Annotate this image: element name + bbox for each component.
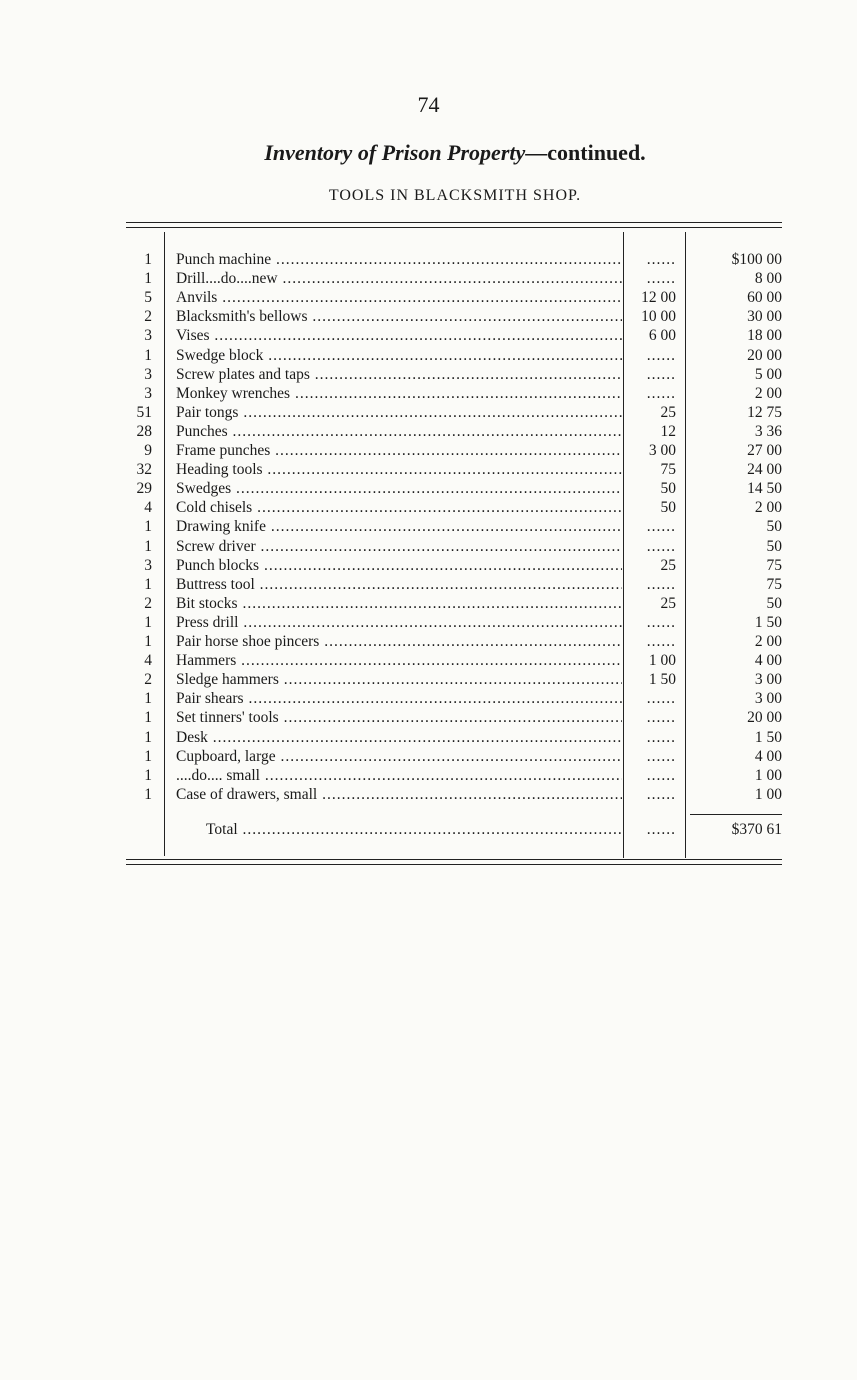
row-quantity: 9 [144, 442, 152, 459]
row-value: 4 00 [754, 652, 782, 670]
row-item: Blacksmith's bellows ..... [176, 307, 622, 326]
row-item: Bit stocks ..... [176, 594, 622, 613]
row-quantity: 29 [136, 480, 152, 498]
row-quantity: 1 [144, 613, 152, 631]
row-unit-price [624, 785, 676, 804]
row-quantity: 1 [144, 270, 152, 288]
row-unit-price: 1 50 [648, 671, 676, 689]
row-value: 12 75 [747, 403, 782, 421]
row-unit-price: 75 [660, 461, 676, 479]
row-value: 3 00 [754, 690, 782, 708]
row-value: 1 50 [754, 728, 782, 746]
row-unit-price: 12 00 [641, 289, 676, 307]
row-quantity: 1 [144, 518, 152, 536]
table-row [126, 346, 786, 365]
row-value: 14 50 [747, 480, 782, 498]
sum-rule [690, 814, 782, 815]
table-row [126, 708, 786, 727]
row-value: 1 50 [754, 613, 782, 631]
row-item: Pair tongs ..... [176, 403, 622, 422]
row-quantity: 51 [136, 403, 152, 421]
row-item: Screw driver ..... [176, 537, 622, 556]
table-row [126, 307, 786, 326]
bottom-rule-2 [126, 864, 782, 865]
row-value: 20 00 [747, 346, 782, 364]
total-row [126, 820, 786, 839]
table-row [126, 747, 786, 766]
row-quantity: 3 [144, 556, 152, 574]
table-row [126, 250, 786, 269]
row-unit-price [624, 632, 676, 651]
table-row [126, 422, 786, 441]
top-rule-1 [126, 222, 782, 223]
row-item: Swedges ..... [176, 479, 622, 498]
table-row [126, 269, 786, 288]
row-unit-price [624, 747, 676, 766]
row-quantity: 32 [136, 461, 152, 479]
row-value: 3 36 [754, 422, 782, 440]
row-item: Pair horse shoe pincers ..... [176, 632, 622, 651]
table-row [126, 365, 786, 384]
row-item: Buttress tool ..... [176, 575, 622, 594]
row-item: Drill....do....new ..... [176, 269, 622, 288]
row-value: 27 00 [747, 442, 782, 459]
table-row [126, 651, 786, 670]
row-quantity: 4 [144, 499, 152, 517]
row-quantity: 1 [144, 633, 152, 650]
row-quantity: 2 [144, 308, 152, 326]
row-unit-price [624, 575, 676, 594]
title-continued: —continued. [525, 140, 646, 165]
title-italic: Inventory of Prison Property [264, 140, 526, 165]
row-quantity: 1 [144, 251, 152, 268]
row-value: 20 00 [747, 709, 782, 727]
bottom-rule-1 [126, 859, 782, 860]
row-item: Anvils ..... [176, 288, 622, 307]
row-value: 24 00 [747, 461, 782, 479]
row-quantity: 4 [144, 652, 152, 670]
row-value: 3 00 [754, 671, 782, 689]
total-label: Total ..... [206, 820, 622, 839]
row-quantity: 1 [144, 747, 152, 765]
row-quantity: 1 [144, 575, 152, 593]
row-unit-price [624, 537, 676, 556]
row-item: ....do.... small ..... [176, 766, 622, 785]
row-unit-price: 25 [660, 403, 676, 421]
row-quantity: 5 [144, 289, 152, 307]
row-item: Frame punches ..... [176, 441, 622, 460]
section-heading: TOOLS IN BLACKSMITH SHOP. [328, 187, 582, 204]
row-quantity: 28 [136, 422, 152, 440]
row-quantity: 3 [144, 384, 152, 402]
row-item: Hammers ..... [176, 651, 622, 670]
row-unit-price [624, 346, 676, 365]
row-value: 60 00 [747, 289, 782, 307]
table-row [126, 498, 786, 517]
top-rule-2 [126, 227, 782, 228]
row-item: Desk ..... [176, 728, 622, 747]
table-row [126, 670, 786, 689]
row-quantity: 1 [144, 690, 152, 708]
row-item: Heading tools ..... [176, 460, 622, 479]
row-value: 18 00 [747, 327, 782, 345]
table-row [126, 403, 786, 422]
table-row [126, 288, 786, 307]
row-unit-price [624, 269, 676, 288]
row-unit-price [624, 384, 676, 403]
row-item: Cupboard, large ..... [176, 747, 622, 766]
row-unit-price: 6 00 [648, 327, 676, 345]
row-value: 50 [766, 594, 782, 612]
row-unit-price [624, 689, 676, 708]
row-value: 1 00 [754, 766, 782, 784]
page-number: 74 [417, 92, 440, 117]
row-unit-price: 12 [660, 422, 676, 440]
row-item: Drawing knife ..... [176, 517, 622, 536]
table-row [126, 441, 786, 460]
row-value: 2 00 [754, 499, 782, 517]
page-title [0, 140, 857, 166]
table-row [126, 766, 786, 785]
row-value: 75 [766, 556, 782, 574]
row-item: Punch blocks ..... [176, 556, 622, 575]
row-value: 50 [766, 518, 782, 536]
table-row [126, 326, 786, 345]
row-unit-price: 25 [660, 594, 676, 612]
row-value: $100 00 [731, 251, 782, 268]
row-quantity: 1 [144, 728, 152, 746]
row-item: Case of drawers, small ..... [176, 785, 622, 804]
table-row [126, 384, 786, 403]
row-item: Cold chisels ..... [176, 498, 622, 517]
row-unit-price [624, 517, 676, 536]
row-unit-price [624, 708, 676, 727]
row-quantity: 2 [144, 671, 152, 689]
row-item: Punches ..... [176, 422, 622, 441]
row-item: Set tinners' tools ..... [176, 708, 622, 727]
table-row [126, 556, 786, 575]
row-item: Press drill ..... [176, 613, 622, 632]
table-row [126, 613, 786, 632]
row-quantity: 1 [144, 709, 152, 727]
row-unit-price: 1 00 [648, 652, 676, 670]
row-value: 2 00 [754, 633, 782, 650]
row-quantity: 1 [144, 346, 152, 364]
total-value: $370 61 [731, 821, 782, 838]
row-quantity: 2 [144, 594, 152, 612]
row-item: Screw plates and taps ..... [176, 365, 622, 384]
row-value: 2 00 [754, 384, 782, 402]
row-quantity: 1 [144, 766, 152, 784]
row-quantity: 3 [144, 365, 152, 383]
row-quantity: 1 [144, 537, 152, 555]
row-item: Vises ..... [176, 326, 622, 345]
row-item: Swedge block ..... [176, 346, 622, 365]
row-unit-price: 3 00 [648, 442, 676, 459]
row-unit-price [624, 365, 676, 384]
row-unit-price: 10 00 [641, 308, 676, 326]
table-row [126, 594, 786, 613]
row-value: 75 [766, 575, 782, 593]
table-row [126, 632, 786, 651]
table-row [126, 575, 786, 594]
row-unit-price [624, 613, 676, 632]
table-row [126, 460, 786, 479]
table-row [126, 517, 786, 536]
row-unit-price [624, 728, 676, 747]
row-item: Pair shears ..... [176, 689, 622, 708]
row-unit-price [624, 766, 676, 785]
table-row [126, 537, 786, 556]
row-quantity: 3 [144, 327, 152, 345]
row-unit-price [624, 250, 676, 269]
table-row [126, 785, 786, 804]
row-unit-price: 25 [660, 556, 676, 574]
table-row [126, 479, 786, 498]
row-unit-price: 50 [660, 499, 676, 517]
row-unit-price: 50 [660, 480, 676, 498]
row-quantity: 1 [144, 785, 152, 803]
row-item: Monkey wrenches ..... [176, 384, 622, 403]
row-value: 4 00 [754, 747, 782, 765]
table-row [126, 728, 786, 747]
row-item: Punch machine ..... [176, 250, 622, 269]
row-value: 1 00 [754, 785, 782, 803]
total-unit-blank [624, 820, 676, 839]
row-value: 8 00 [754, 270, 782, 288]
row-value: 30 00 [747, 308, 782, 326]
row-value: 50 [766, 537, 782, 555]
row-value: 5 00 [754, 365, 782, 383]
row-item: Sledge hammers ..... [176, 670, 622, 689]
table-row [126, 689, 786, 708]
